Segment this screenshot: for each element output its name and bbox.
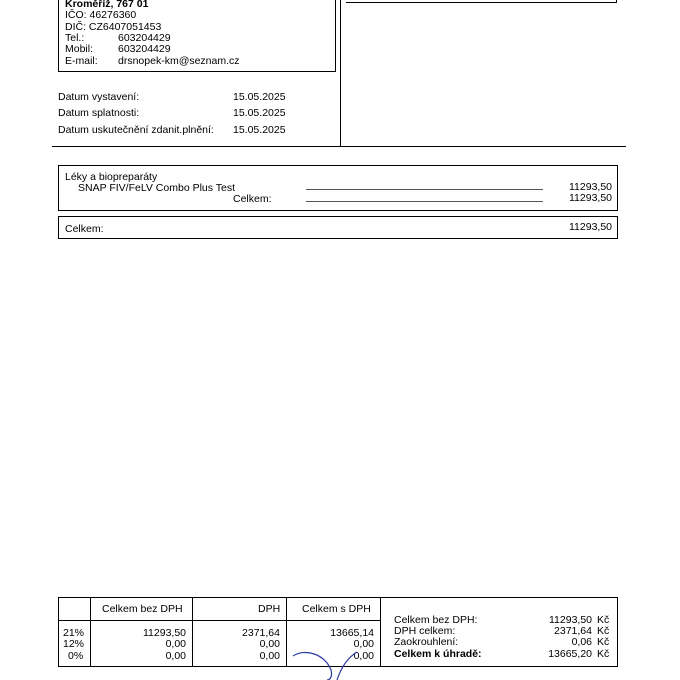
vat-header-line — [58, 620, 380, 621]
vat-col-1 — [90, 597, 91, 667]
date-taxable-label: Datum uskutečnění zdanit.plnění: — [58, 124, 214, 136]
header-separator — [52, 146, 626, 147]
supplier-ico: IČO: 46276360 — [65, 9, 137, 21]
item-subtotal-value: 11293,50 — [568, 192, 612, 204]
vat-vat-0: 0,00 — [259, 650, 280, 662]
customer-box-right — [616, 0, 617, 3]
summary-vat-value: 2371,64 — [554, 625, 592, 637]
date-issued-label: Datum vystavení: — [58, 91, 140, 103]
vat-header-vat: DPH — [258, 603, 281, 615]
date-due-value: 15.05.2025 — [233, 107, 286, 119]
summary-base-label: Celkem bez DPH: — [394, 614, 478, 626]
summary-due-label: Celkem k úhradě: — [394, 648, 482, 660]
item-name: SNAP FIV/FeLV Combo Plus Test — [78, 182, 235, 194]
vat-col-4 — [380, 597, 381, 667]
vat-vat-21: 2371,64 — [242, 627, 280, 639]
supplier-mobil-label: Mobil: — [65, 43, 94, 55]
summary-base-value: 11293,50 — [548, 614, 592, 626]
summary-vat-currency: Kč — [597, 625, 610, 637]
item-value: 11293,50 — [568, 181, 612, 193]
signature-mark — [285, 648, 365, 680]
vat-total-21: 13665,14 — [330, 627, 374, 639]
vat-rate-21: 21% — [63, 627, 85, 639]
total-box — [58, 216, 618, 239]
vat-base-21: 11293,50 — [142, 627, 186, 639]
vat-rate-12: 12% — [63, 638, 85, 650]
total-value: 11293,50 — [568, 221, 612, 233]
vat-rate-0: 0% — [68, 650, 84, 662]
vat-header-total: Celkem s DPH — [302, 603, 371, 615]
supplier-tel-value: 603204429 — [118, 32, 171, 44]
vat-base-0: 0,00 — [165, 650, 186, 662]
vat-total-0: 0,00 — [353, 650, 374, 662]
summary-base-currency: Kč — [597, 614, 610, 626]
supplier-email-value: drsnopek-km@seznam.cz — [118, 55, 240, 67]
summary-rounding-value: 0,06 — [571, 636, 592, 648]
customer-box-bottom — [346, 2, 616, 3]
summary-vat-label: DPH celkem: — [394, 625, 456, 637]
date-due-label: Datum splatnosti: — [58, 107, 140, 119]
summary-due-value: 13665,20 — [548, 648, 592, 660]
item-category: Léky a biopreparáty — [65, 171, 158, 183]
vat-base-12: 0,00 — [165, 638, 186, 650]
supplier-city: Kroměříž, 767 01 — [65, 0, 149, 10]
item-leader-line — [306, 189, 543, 190]
header-divider — [340, 0, 341, 146]
date-taxable-value: 15.05.2025 — [233, 124, 286, 136]
total-label: Celkem: — [65, 223, 104, 235]
item-subtotal-label: Celkem: — [233, 193, 272, 205]
supplier-email-label: E-mail: — [65, 55, 98, 67]
date-issued-value: 15.05.2025 — [233, 91, 286, 103]
supplier-dic: DIČ: CZ6407051453 — [65, 21, 162, 33]
vat-vat-12: 0,00 — [259, 638, 280, 650]
subtotal-leader-line — [306, 201, 543, 202]
summary-due-currency: Kč — [597, 648, 610, 660]
summary-rounding-currency: Kč — [597, 636, 610, 648]
supplier-tel-label: Tel.: — [65, 32, 85, 44]
vat-col-2 — [192, 597, 193, 667]
summary-rounding-label: Zaokrouhlení: — [394, 636, 459, 648]
vat-total-12: 0,00 — [353, 638, 374, 650]
vat-header-base: Celkem bez DPH — [102, 603, 183, 615]
supplier-mobil-value: 603204429 — [118, 43, 171, 55]
